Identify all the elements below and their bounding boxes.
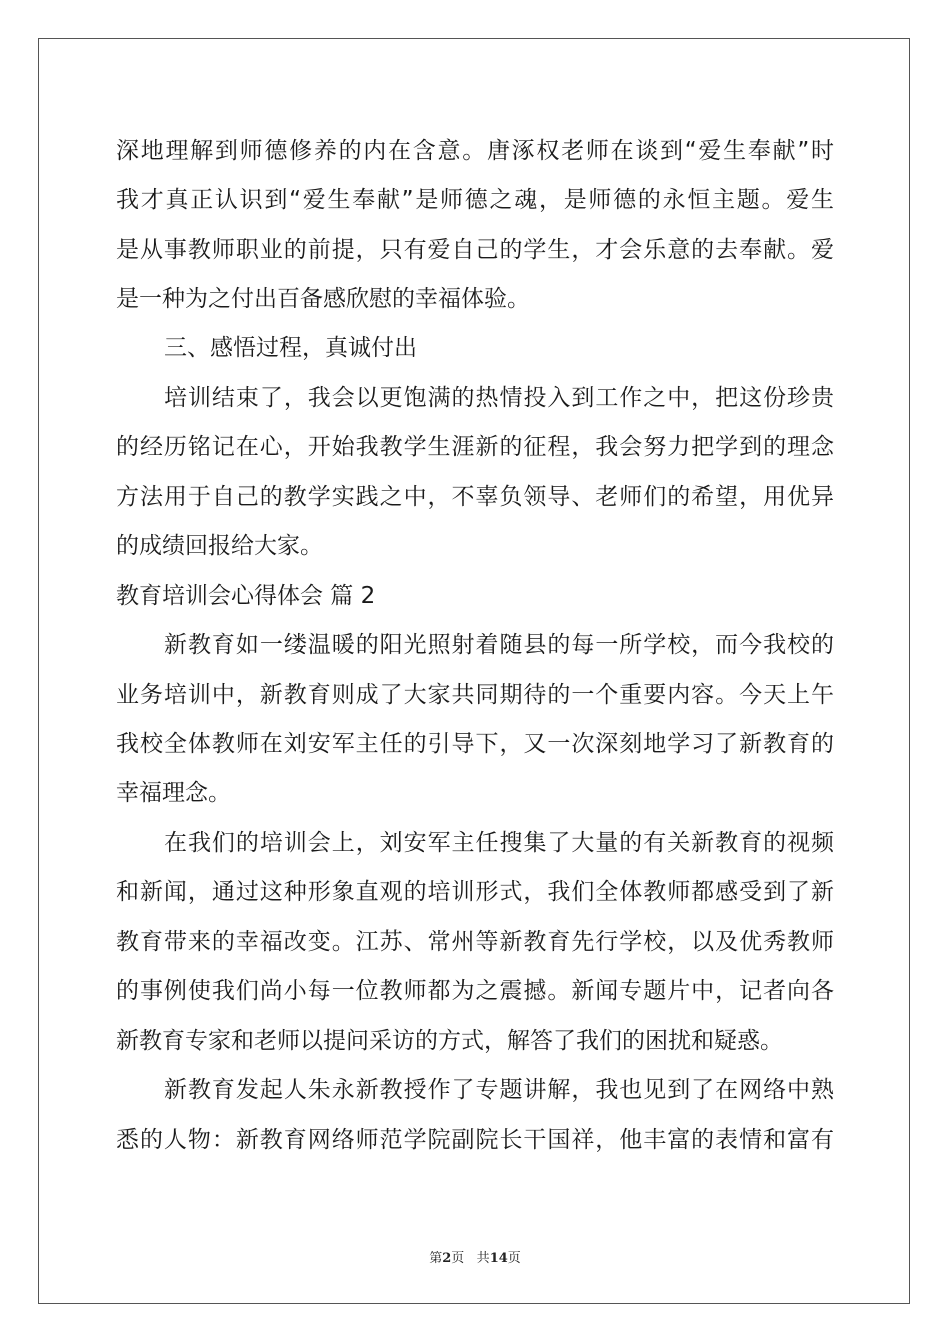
total-pages: 14 [489,1251,508,1266]
paragraph-line: 我才真正认识到“爱生奉献”是师德之魂，是师德的永恒主题。爱生 [116,187,834,213]
paragraph-line: 教育带来的幸福改变。江苏、常州等新教育先行学校，以及优秀教师 [116,929,834,955]
paragraph-line: 新教育如一缕温暖的阳光照射着随县的每一所学校，而今我校的 [164,632,834,658]
paragraph-line: 悉的人物：新教育网络师范学院副院长干国祥，他丰富的表情和富有 [116,1127,834,1153]
paragraph-line: 深地理解到师德修养的内在含意。唐涿权老师在谈到“爱生奉献”时 [116,138,834,164]
paragraph-line: 的经历铭记在心，开始我教学生涯新的征程，我会努力把学到的理念 [116,434,834,460]
total-label-suffix: 页 [507,1251,521,1266]
page-border [38,38,910,1304]
paragraph-line: 新教育发起人朱永新教授作了专题讲解，我也见到了在网络中熟 [164,1077,834,1103]
total-label-prefix: 共 [476,1251,490,1266]
page-footer [0,1247,950,1266]
paragraph-line: 我校全体教师在刘安军主任的引导下，又一次深刻地学习了新教育的 [116,731,834,757]
page-label-prefix: 第 [429,1251,443,1266]
paragraph-line: 幸福理念。 [116,780,231,806]
section-heading: 三、感悟过程，真诚付出 [164,335,417,361]
paragraph-line: 业务培训中，新教育则成了大家共同期待的一个重要内容。今天上午 [116,682,834,708]
paragraph-line: 方法用于自己的教学实践之中，不辜负领导、老师们的希望，用优异 [116,484,834,510]
paragraph-line: 是一种为之付出百备感欣慰的幸福体验。 [116,286,530,312]
paragraph-line: 的事例使我们尚小每一位教师都为之震撼。新闻专题片中，记者向各 [116,978,834,1004]
paragraph-line: 是从事教师职业的前提，只有爱自己的学生，才会乐意的去奉献。爱 [116,237,834,263]
article-title: 教育培训会心得体会 篇 2 [116,583,376,609]
paragraph-line: 在我们的培训会上，刘安军主任搜集了大量的有关新教育的视频 [164,830,834,856]
paragraph-line: 的成绩回报给大家。 [116,533,323,559]
page-number: 2 [442,1251,452,1266]
paragraph-line: 新教育专家和老师以提问采访的方式，解答了我们的困扰和疑惑。 [116,1028,783,1054]
page-label-suffix: 页 [451,1251,465,1266]
paragraph-line: 培训结束了，我会以更饱满的热情投入到工作之中，把这份珍贵 [164,385,834,411]
paragraph-line: 和新闻，通过这种形象直观的培训形式，我们全体教师都感受到了新 [116,879,834,905]
